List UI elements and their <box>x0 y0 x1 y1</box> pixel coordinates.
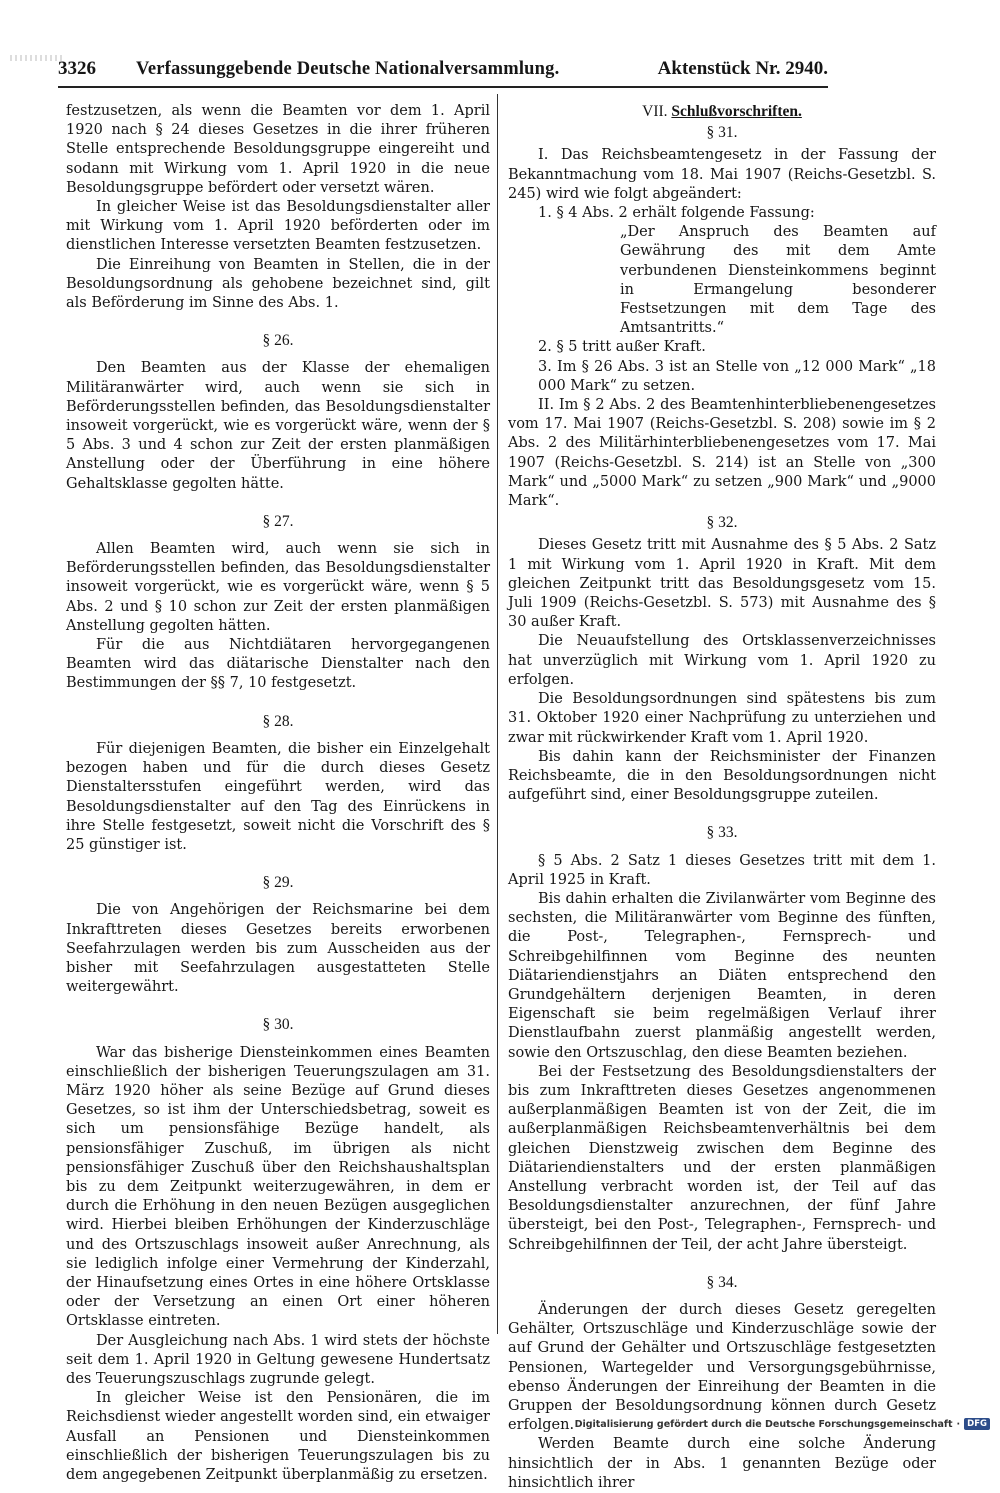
section-heading: § 34. <box>706 1273 738 1291</box>
section-heading: § 27. <box>262 512 294 530</box>
paragraph: Die Besoldungsordnungen sind spätestens bis zum 31. Oktober 1920 einer Nachprüfung zu unterziehen und zwar mit rückwirkender Kraft vom 1. April 1920. <box>508 691 936 746</box>
section-heading: § 33. <box>706 824 738 842</box>
chapter-heading <box>508 102 936 121</box>
section-heading: § 31. <box>706 124 738 142</box>
paragraph: Bei der Festsetzung des Besoldungsdienstalters der bis zum Inkrafttreten dieses Gesetzes angenommenen außerplanmäßigen Beamten ist von der Zeit, die im außerplanmäßigen Reichsbeamtenverhältnis bei dem gleichen Dienstzweig zwischen dem Beginne des Diätariendienstalters und der ersten planmäßigen Anstellung verbracht worden ist, der Teil auf das Besoldungsdienstalter anzurechnen, der fünf Jahre übersteigt, bei den Post-, Telegraphen-, Fernsprech- und Schreibgehilfinnen der Teil, der acht Jahre übersteigt. <box>508 1063 936 1253</box>
paragraph: In gleicher Weise ist das Besoldungsdienstalter aller mit Wirkung vom 1. April 1920 beförderten oder im dienstlichen Interesse versetzten Beamten festzusetzen. <box>66 199 490 254</box>
paragraph: Den Beamten aus der Klasse der ehemaligen Militäranwärter wird, auch wenn sie sich in Beförderungsstellen befinden, das Besoldungsdienstalter insoweit vorgerückt, wie es vorgerückt wäre, wenn der § 5 Abs. 3 und 4 schon zur Zeit der ersten planmäßigen Anstellung oder der Überführung in eine höhere Gehaltsklasse gegolten hätte. <box>66 360 490 492</box>
paragraph: II. Im § 2 Abs. 2 des Beamtenhinterbliebenengesetzes vom 17. Mai 1907 (Reichs-Gesetzbl. S. 208) sowie im § 2 Abs. 2 des Militärhinterbliebenengesetzes vom 17. Mai 1907 (Reichs-Gesetzbl. S. 214) ist an Stelle von „300 Mark“ und „5000 Mark“ zu setzen „900 Mark“ und „9000 Mark“. <box>508 397 936 510</box>
page-number: 3326 <box>58 58 96 79</box>
list-item: 3. Im § 26 Abs. 3 ist an Stelle von „12 000 Mark“ „18 000 Mark“ zu setzen. <box>538 358 936 394</box>
paragraph: Allen Beamten wird, auch wenn sie sich in Beförderungsstellen befinden, das Besoldungsdienstalter insoweit vorgerückt, wie es vorgerückt wäre, wenn § 5 Abs. 2 und § 10 schon zur Zeit der ersten planmäßigen Anstellung gegolten hätten. <box>66 541 490 634</box>
right-column <box>508 102 936 1493</box>
paragraph: Die Neuaufstellung des Ortsklassenverzeichnisses hat unverzüglich mit Wirkung vom 1. April 1920 zu erfolgen. <box>508 633 936 688</box>
paragraph: Für die aus Nichtdiätaren hervorgegangenen Beamten wird das diätarische Dienstalter nach den Bestimmungen der §§ 7, 10 festgesetzt. <box>66 637 490 692</box>
paragraph: Dieses Gesetz tritt mit Ausnahme des § 5 Abs. 2 Satz 1 mit Wirkung vom 1. April 1920 in Kraft. Mit dem gleichen Zeitpunkt tritt das Besoldungsgesetz vom 15. Juli 1909 (Reichs-Gesetzbl. S. 573) mit Ausnahme des § 30 außer Kraft. <box>508 537 936 631</box>
chapter-title: Schlußvorschriften. <box>671 103 802 120</box>
column-divider <box>497 94 498 1334</box>
chapter-numeral: VII. <box>642 103 668 120</box>
left-column <box>66 102 490 1485</box>
paragraph: Der Ausgleichung nach Abs. 1 wird stets der höchste seit dem 1. April 1920 in Geltung gewesene Hundertsatz des Teuerungszuschlags zugrunde gelegt. <box>66 1332 490 1387</box>
scan-speck <box>10 55 65 61</box>
section-heading: § 30. <box>262 1016 294 1034</box>
footer-credit: Digitalisierung gefördert durch die Deutsche Forschungsgemeinschaft <box>574 1418 953 1430</box>
footer: Digitalisierung gefördert durch die Deutsche Forschungsgemeinschaft · DFG <box>575 1418 990 1430</box>
quoted-provision: „Der Anspruch des Beamten auf Gewährung des mit dem Amte verbundenen Diensteinkommens beginnt in Ermangelung besonderer Festsetzungen mit dem Tage des Amtsantritts.“ <box>620 224 936 337</box>
section-heading: § 32. <box>706 514 738 532</box>
document-number: Aktenstück Nr. 2940. <box>657 58 828 79</box>
page-header <box>58 58 828 80</box>
header-rule <box>58 86 828 88</box>
paragraph: Werden Beamte durch eine solche Änderung hinsichtlich der in Abs. 1 genannten Bezüge oder hinsichtlich ihrer <box>508 1436 936 1491</box>
list-item: 1. § 4 Abs. 2 erhält folgende Fassung: <box>538 205 815 222</box>
running-title: Verfassunggebende Deutsche Nationalversammlung. <box>136 59 560 79</box>
section-heading: § 26. <box>262 332 294 350</box>
paragraph: Bis dahin erhalten die Zivilanwärter vom Beginne des sechsten, die Militäranwärter vom Beginne des fünften, die Post-, Telegraphen-, Fernsprech- und Schreibgehilfinnen vom Beginne des neunten Diätariendienstjahrs an Diäten entsprechend den Grundgehältern derjenigen Beamten, in deren Eigenschaft sie beim regelmäßigen Verlauf ihrer Dienstlaufbahn zuerst planmäßig angestellt werden, sowie den Ortszuschlag, den diese Beamten beziehen. <box>508 890 936 1061</box>
list-item: 2. § 5 tritt außer Kraft. <box>538 339 706 356</box>
paragraph: festzusetzen, als wenn die Beamten vor dem 1. April 1920 nach § 24 dieses Gesetzes in die ihrer früheren Stelle entsprechende Besoldungsgruppe eingereiht und sodann mit Wirkung vom 1. April 1920 in die neue Besoldungsgruppe befördert oder versetzt wären. <box>66 103 490 196</box>
paragraph: Für diejenigen Beamten, die bisher ein Einzelgehalt bezogen haben und für die durch dieses Gesetz Dienstaltersstufen eingeführt werden, wird das Besoldungsdienstalter auf den Tag des Einrückens in ihre Stelle festgesetzt, soweit nicht die Vorschrift des § 25 günstiger ist. <box>66 740 490 853</box>
paragraph: War das bisherige Diensteinkommen eines Beamten einschließlich der bisherigen Teuerungszulagen am 31. März 1920 höher als seine Bezüge auf Grund dieses Gesetzes, so ist ihm der Unterschiedsbetrag, soweit es sich um pensionsfähige Bezüge handelt, als pensionsfähiger Zuschuß, im übrigen als nicht pensionsfähiger Zuschuß über den Reichshaushaltsplan bis zu dem Zeitpunkt weiterzugewähren, in dem er durch die Erhöhung in den neuen Bezügen ausgeglichen wird. Hierbei bleiben Erhöhungen der Kinderzuschläge und des Ortszuschlags insoweit außer Anrechnung, als sie lediglich infolge einer Vermehrung der Kinderzahl, der Hinaufsetzung eines Ortes in eine höhere Ortsklasse oder der Versetzung an einen Ort einer höheren Ortsklasse eintreten. <box>66 1044 490 1330</box>
paragraph: Bis dahin kann der Reichsminister der Finanzen Reichsbeamte, die in den Besoldungsordnungen nicht aufgeführt sind, einer Besoldungsgruppe zuteilen. <box>508 748 936 804</box>
dfg-logo: DFG <box>964 1418 990 1430</box>
section-heading: § 29. <box>262 874 294 892</box>
paragraph: Die Einreihung von Beamten in Stellen, die in der Besoldungsordnung als gehobene bezeichnet sind, gilt als Beförderung im Sinne des Abs. 1. <box>66 256 490 312</box>
paragraph: § 5 Abs. 2 Satz 1 dieses Gesetzes tritt mit dem 1. April 1925 in Kraft. <box>508 852 936 888</box>
paragraph: Änderungen der durch dieses Gesetz geregelten Gehälter, Ortszuschläge und Kinderzuschläge sowie der auf Grund der Gehälter und Ortszuschläge festgesetzten Pensionen, Wartegelder und Versorgungsgebührnisse, ebenso Änderungen der Einreihung der Beamten in die Gruppen der Besoldungsordnung können durch Gesetz erfolgen. <box>508 1301 936 1434</box>
section-heading: § 28. <box>262 712 294 730</box>
paragraph: In gleicher Weise ist den Pensionären, die im Reichsdienst wieder angestellt worden sind, ein etwaiger Ausfall an Pensionen und Diensteinkommen einschließlich der bisherigen Teuerungszulagen bis zu dem angegebenen Zeitpunkt überplanmäßig zu ersetzen. <box>66 1390 490 1483</box>
paragraph: I. Das Reichsbeamtengesetz in der Fassung der Bekanntmachung vom 18. Mai 1907 (Reichs-Gesetzbl. S. 245) wird wie folgt abgeändert: <box>508 147 936 202</box>
paragraph: Die von Angehörigen der Reichsmarine bei dem Inkrafttreten dieses Gesetzes bereits erworbenen Seefahrzulagen werden bis zum Ausscheiden aus der bisher mit Seefahrzulagen ausgestatteten Stelle weitergewährt. <box>66 902 490 996</box>
